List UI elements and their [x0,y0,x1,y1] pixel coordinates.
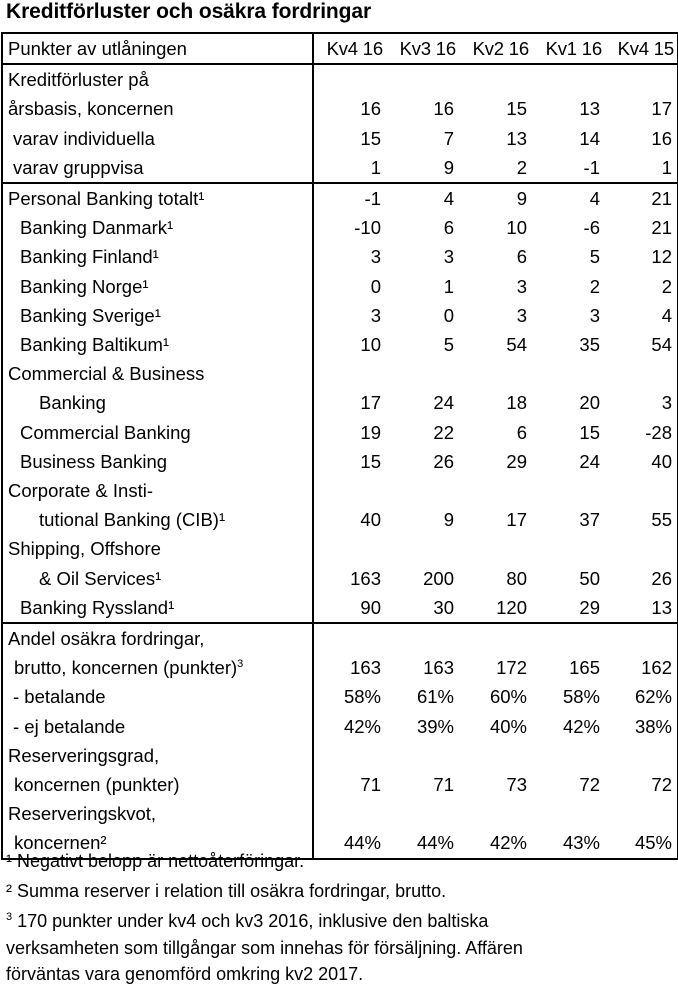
table-row [2,564,678,593]
cell-value: 44% [386,828,459,858]
table-row [2,476,678,505]
cell-value: -1 [583,156,600,178]
cell-value: 12 [605,242,678,271]
cell-value: 54 [506,334,527,356]
cell-value: 72 [605,770,678,799]
row-label: Banking Danmark¹ [2,213,313,242]
cell-value: 58% [562,686,600,708]
cell-value: 163 [350,567,381,589]
cell-value: 13 [579,98,600,120]
cell-value: 9 [443,509,454,531]
cell-value: 40 [360,509,381,531]
header-period: Kv3 16 [386,33,459,64]
cell-value: 4 [532,183,605,213]
footnotes [6,848,523,988]
cell-value: -6 [583,217,600,239]
cell-value: 42% [459,828,532,858]
cell-value: 7 [443,127,454,149]
cell-value: 80 [506,567,527,589]
cell-value: 43% [532,828,605,858]
cell-value: 6 [443,217,454,239]
cell-value: 71 [433,774,454,796]
cell-value: 73 [506,774,527,796]
table-row [2,301,678,330]
cell-value: 120 [496,596,527,618]
table-row [2,799,678,828]
row-label: varav gruppvisa [2,153,313,183]
cell-value: 45% [605,828,678,858]
row-label: - ej betalande [2,712,313,741]
cell-value: 29 [579,596,600,618]
cell-value: -10 [354,217,381,239]
cell-value: 15 [506,98,527,120]
row-label: Andel osäkra fordringar, [2,623,313,653]
row-label: Kreditförluster på [2,64,313,94]
cell-value: 5 [443,334,454,356]
cell-value: 3 [443,246,454,268]
cell-value: 17 [605,94,678,123]
page-title: Kreditförluster och osäkra fordringar [6,0,372,23]
row-label: varav individuella [2,124,313,153]
header-period: Kv1 16 [532,33,605,64]
cell-value: 16 [360,98,381,120]
cell-value: 17 [360,392,381,414]
footnote-2: ² Summa reserver i relation till osäkra fordringar, brutto. [6,880,447,901]
row-label: Banking Ryssland¹ [2,593,313,623]
cell-value: 6 [516,421,527,443]
cell-value: 20 [579,392,600,414]
cell-value: 55 [605,505,678,534]
row-label: & Oil Services¹ [2,564,313,593]
table-row [2,653,678,682]
cell-value: 38% [605,712,678,741]
cell-value: 3 [370,246,381,268]
table-row [2,359,678,388]
row-label: Corporate & Insti- [2,476,313,505]
header-period: Kv4 16 [313,33,386,64]
cell-value: 16 [433,98,454,120]
row-label: Commercial Banking [2,418,313,447]
table-row [2,712,678,741]
cell-value: 18 [506,392,527,414]
footnote-3-line3: förväntas vara genomförd omkring kv2 2017. [6,964,364,984]
cell-value: 24 [579,450,600,472]
cell-value: 4 [605,301,678,330]
cell-value: -1 [313,183,386,213]
footnote-ref: 3 [237,658,244,671]
table-row [2,682,678,711]
cell-value: 1 [370,156,381,178]
cell-value: 72 [579,774,600,796]
cell-value: 14 [579,127,600,149]
table-row [2,623,678,653]
row-label [2,653,313,682]
cell-value: 90 [360,596,381,618]
cell-value: 26 [605,564,678,593]
cell-value: 62% [605,682,678,711]
row-label: Shipping, Offshore [2,534,313,563]
cell-value: 21 [605,213,678,242]
cell-value: 4 [386,183,459,213]
cell-value: 42% [343,715,381,737]
table-row [2,534,678,563]
cell-value: 16 [605,124,678,153]
table-row [2,593,678,623]
cell-value: 163 [423,657,454,679]
header-label: Punkter av utlåningen [2,33,313,64]
cell-value: 172 [496,657,527,679]
cell-value: 2 [589,275,600,297]
cell-value: 58% [343,686,381,708]
table-row [2,505,678,534]
table-row [2,94,678,123]
row-label: tutional Banking (CIB)¹ [2,505,313,534]
header-period: Kv4 15 [605,33,678,64]
credit-loss-table [1,32,678,860]
cell-value: 40 [605,447,678,476]
footnote-3-line1: 170 punkter under kv4 och kv3 2016, inklusive den baltiska [12,911,489,931]
table-row [2,741,678,770]
cell-value: 163 [350,657,381,679]
cell-value: 200 [423,567,454,589]
cell-value: 1 [443,275,454,297]
cell-value: -28 [605,418,678,447]
cell-value: 17 [506,509,527,531]
row-label: Reserveringskvot, [2,799,313,828]
cell-value: 2 [605,272,678,301]
row-label: årsbasis, koncernen [2,94,313,123]
cell-value: 10 [506,217,527,239]
cell-value: 0 [370,275,381,297]
footnote-3-line2: verksamheten som tillgångar som innehas för försäljning. Affären [6,937,523,958]
table-row [2,330,678,359]
table-row [2,153,678,183]
cell-value: 9 [459,183,532,213]
row-label: Banking Norge¹ [2,272,313,301]
row-label: Business Banking [2,447,313,476]
table-row [2,242,678,271]
cell-value: 61% [416,686,454,708]
cell-value: 3 [516,304,527,326]
cell-value: 10 [360,334,381,356]
row-label: Reserveringsgrad, [2,741,313,770]
footnote-1: ¹ Negativt belopp är nettoåterföringar. [6,851,305,871]
row-label: koncernen² [2,828,313,858]
footnote-3 [6,908,523,935]
cell-value: 50 [579,567,600,589]
table-row [2,388,678,417]
cell-value: 6 [516,246,527,268]
cell-value: 15 [579,421,600,443]
cell-value: 19 [360,421,381,443]
cell-value: 26 [433,450,454,472]
cell-value: 54 [605,330,678,359]
table-row [2,124,678,153]
table-row [2,183,678,213]
cell-value: 2 [516,156,527,178]
cell-value: 15 [360,127,381,149]
table-row [2,272,678,301]
table-row [2,64,678,94]
table-header-row [2,33,678,64]
cell-value: 9 [443,156,454,178]
row-label: Banking Finland¹ [2,242,313,271]
cell-value: 60% [489,686,527,708]
cell-value: 71 [360,774,381,796]
cell-value: 162 [605,653,678,682]
cell-value: 42% [562,715,600,737]
cell-value: 0 [443,304,454,326]
row-label: koncernen (punkter) [2,770,313,799]
row-label: Commercial & Business [2,359,313,388]
cell-value: 3 [589,304,600,326]
row-label: Banking [2,388,313,417]
cell-value: 44% [313,828,386,858]
cell-value: 22 [433,421,454,443]
cell-value: 37 [579,509,600,531]
cell-value: 35 [579,334,600,356]
cell-value: 165 [569,657,600,679]
row-label-text: brutto, koncernen (punkter) [14,657,238,679]
cell-value: 24 [433,392,454,414]
cell-value: 21 [605,183,678,213]
row-label: - betalande [2,682,313,711]
cell-value: 5 [589,246,600,268]
cell-value: 13 [605,593,678,623]
cell-value: 1 [605,153,678,183]
row-label: Banking Baltikum¹ [2,330,313,359]
cell-value: 3 [605,388,678,417]
row-label: Personal Banking totalt¹ [2,183,313,213]
cell-value: 3 [516,275,527,297]
table-row [2,770,678,799]
table-row [2,447,678,476]
cell-value: 3 [370,304,381,326]
cell-value: 15 [360,450,381,472]
cell-value: 29 [506,450,527,472]
footnote-3-mark: 3 [6,911,13,923]
cell-value: 40% [489,715,527,737]
cell-value: 13 [506,127,527,149]
cell-value: 30 [433,596,454,618]
header-period: Kv2 16 [459,33,532,64]
table-row [2,213,678,242]
cell-value: 39% [416,715,454,737]
row-label: Banking Sverige¹ [2,301,313,330]
table-row [2,418,678,447]
